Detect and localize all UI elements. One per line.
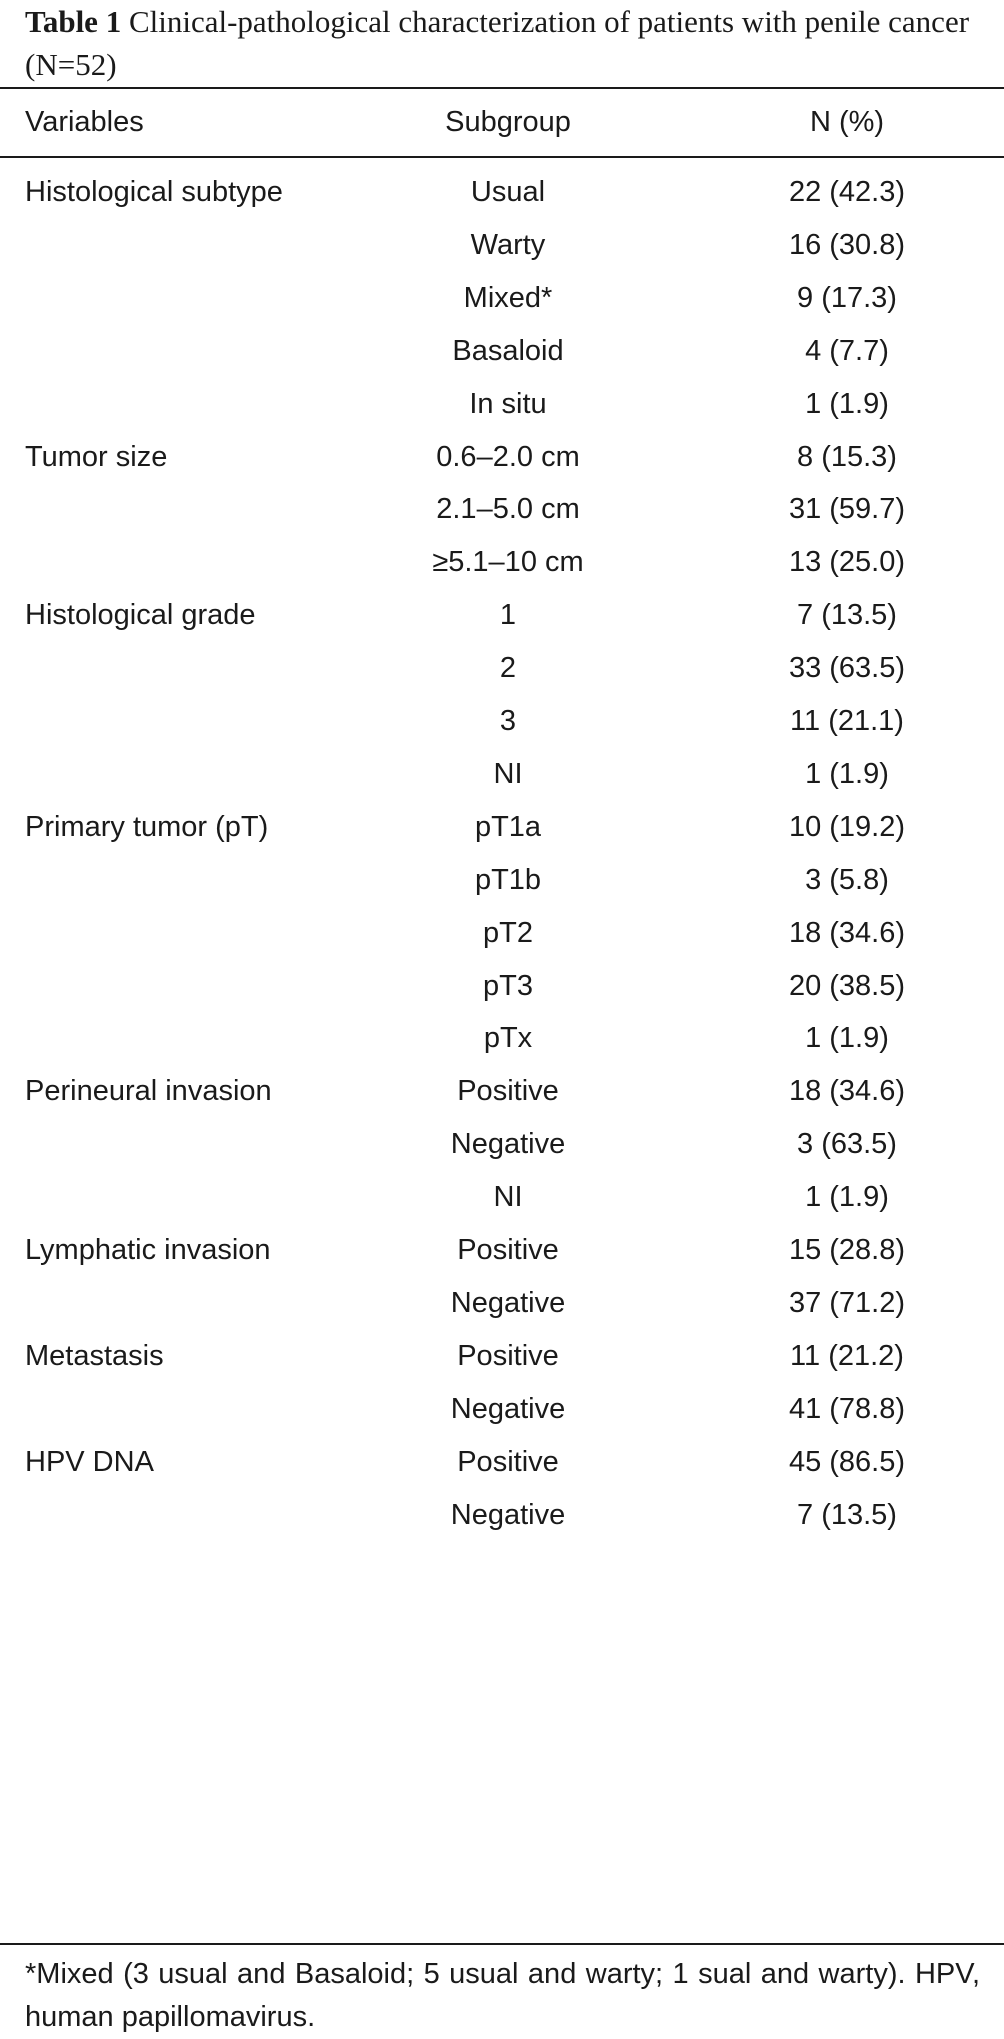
cell-n-percent: 16 (30.8) [788, 229, 906, 261]
cell-n-percent: 18 (34.6) [788, 917, 906, 949]
table-row [0, 807, 1004, 847]
table-row [0, 754, 1004, 794]
cell-n-percent: 13 (25.0) [788, 546, 906, 578]
cell-n-percent: 41 (78.8) [788, 1393, 906, 1425]
cell-n-percent: 1 (1.9) [805, 758, 889, 790]
table-row [0, 595, 1004, 635]
caption-label: Table 1 [25, 4, 122, 39]
table-row [0, 1336, 1004, 1376]
table-row [0, 913, 1004, 953]
cell-subgroup: Negative [450, 1393, 566, 1425]
table-footnote: *Mixed (3 usual and Basaloid; 5 usual and warty; 1 sual and warty). HPV, human papillomavirus. [25, 1958, 980, 2033]
cell-subgroup: Mixed* [463, 282, 553, 314]
table-row [0, 1495, 1004, 1535]
cell-variable: Primary tumor (pT) [25, 811, 269, 843]
bottom-rule [0, 1943, 1004, 1945]
cell-subgroup: Usual [470, 176, 546, 208]
table-row [0, 1018, 1004, 1058]
cell-variable: Lymphatic invasion [25, 1234, 271, 1266]
cell-variable: Perineural invasion [25, 1075, 272, 1107]
cell-n-percent: 1 (1.9) [805, 1022, 889, 1054]
cell-subgroup: Positive [457, 1340, 559, 1372]
top-rule [0, 87, 1004, 89]
cell-n-percent: 1 (1.9) [805, 388, 889, 420]
table-row [0, 331, 1004, 371]
header-n-percent: N (%) [809, 106, 885, 138]
table-row [0, 1071, 1004, 1111]
cell-subgroup: Positive [457, 1446, 559, 1478]
cell-subgroup: 2.1–5.0 cm [436, 493, 580, 525]
cell-n-percent: 15 (28.8) [788, 1234, 906, 1266]
cell-n-percent: 20 (38.5) [788, 970, 906, 1002]
cell-n-percent: 33 (63.5) [788, 652, 906, 684]
cell-n-percent: 3 (5.8) [805, 864, 889, 896]
table-row [0, 1230, 1004, 1270]
cell-subgroup: In situ [469, 388, 547, 420]
cell-n-percent: 7 (13.5) [797, 1499, 897, 1531]
table-row [0, 648, 1004, 688]
table-row [0, 860, 1004, 900]
cell-n-percent: 18 (34.6) [788, 1075, 906, 1107]
table-row [0, 225, 1004, 265]
cell-subgroup: Negative [450, 1128, 566, 1160]
cell-subgroup: Positive [457, 1075, 559, 1107]
cell-subgroup: Negative [450, 1287, 566, 1319]
table-row [0, 966, 1004, 1006]
table-row [0, 437, 1004, 477]
cell-variable: Histological subtype [25, 176, 283, 208]
cell-variable: HPV DNA [25, 1446, 154, 1478]
cell-subgroup: Warty [470, 229, 546, 261]
table-row [0, 489, 1004, 529]
header-variables: Variables [25, 106, 144, 138]
cell-subgroup: pT1a [474, 811, 542, 843]
cell-subgroup: NI [493, 758, 523, 790]
cell-subgroup: NI [493, 1181, 523, 1213]
cell-n-percent: 3 (63.5) [797, 1128, 897, 1160]
table-row [0, 542, 1004, 582]
table-row [0, 1177, 1004, 1217]
table-row [0, 172, 1004, 212]
table-row [0, 701, 1004, 741]
cell-n-percent: 9 (17.3) [797, 282, 897, 314]
table-row [0, 1283, 1004, 1323]
cell-subgroup: ≥5.1–10 cm [432, 546, 584, 578]
header-rule [0, 156, 1004, 158]
cell-subgroup: pT2 [483, 917, 533, 949]
cell-subgroup: 0.6–2.0 cm [436, 441, 580, 473]
table-header [0, 102, 1004, 142]
cell-n-percent: 11 (21.2) [790, 1340, 904, 1372]
cell-n-percent: 31 (59.7) [788, 493, 906, 525]
cell-n-percent: 7 (13.5) [797, 599, 897, 631]
cell-n-percent: 4 (7.7) [805, 335, 889, 367]
cell-subgroup: Basaloid [452, 335, 564, 367]
table-row [0, 278, 1004, 318]
table-row [0, 384, 1004, 424]
table-row [0, 1389, 1004, 1429]
cell-subgroup: 1 [499, 599, 517, 631]
cell-subgroup: 2 [499, 652, 517, 684]
cell-subgroup: pT3 [483, 970, 533, 1002]
cell-n-percent: 22 (42.3) [788, 176, 906, 208]
cell-variable: Tumor size [25, 441, 168, 473]
cell-n-percent: 11 (21.1) [790, 705, 904, 737]
cell-subgroup: pTx [483, 1022, 533, 1054]
cell-n-percent: 37 (71.2) [788, 1287, 906, 1319]
cell-subgroup: Negative [450, 1499, 566, 1531]
table-row [0, 1124, 1004, 1164]
cell-subgroup: Positive [457, 1234, 559, 1266]
cell-variable: Metastasis [25, 1340, 164, 1372]
table-row [0, 1442, 1004, 1482]
cell-n-percent: 45 (86.5) [788, 1446, 906, 1478]
cell-n-percent: 10 (19.2) [788, 811, 906, 843]
cell-n-percent: 1 (1.9) [805, 1181, 889, 1213]
cell-variable: Histological grade [25, 599, 256, 631]
table-caption [25, 0, 985, 86]
cell-subgroup: pT1b [474, 864, 542, 896]
cell-n-percent: 8 (15.3) [797, 441, 897, 473]
cell-subgroup: 3 [499, 705, 517, 737]
caption-text: Clinical-pathological characterization of patients with penile cancer (N=52) [25, 4, 970, 82]
header-subgroup: Subgroup [445, 106, 571, 138]
